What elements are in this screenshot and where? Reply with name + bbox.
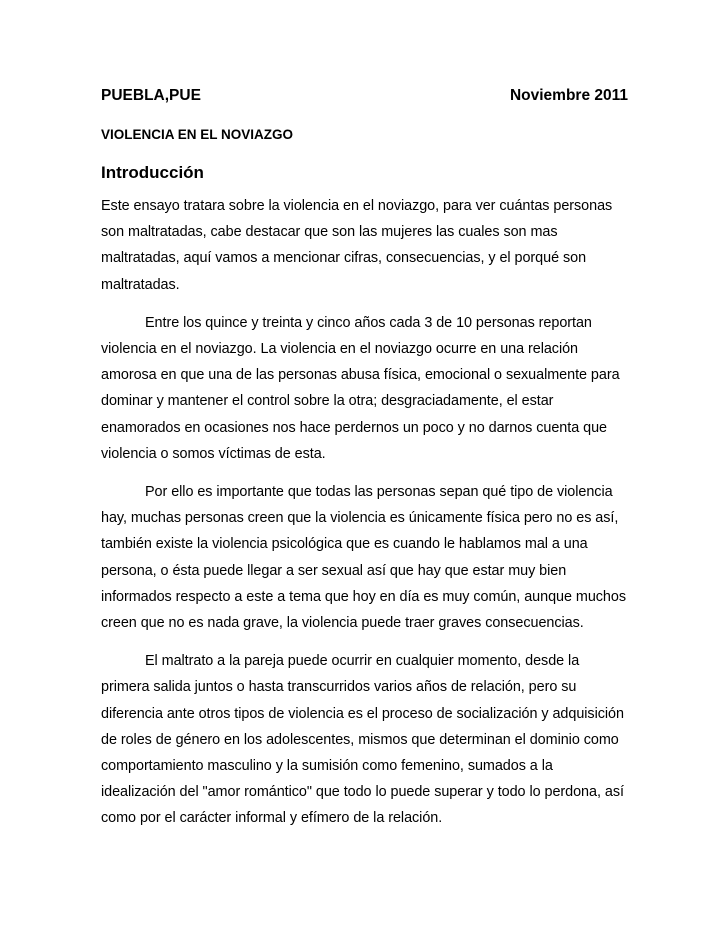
paragraph-line: amorosa en que una de las personas abusa física, emocional o sexualmente para (101, 367, 620, 384)
document-header (101, 86, 628, 106)
paragraph-line: enamorados en ocasiones nos hace perdernos un poco y no darnos cuenta que (101, 419, 607, 436)
header-date: Noviembre 2011 (509, 87, 628, 104)
paragraph-line: también existe la violencia psicológica que es cuando le hablamos mal a una (101, 536, 588, 553)
paragraph-line: primera salida juntos o hasta transcurridos varios años de relación, pero su (101, 679, 577, 696)
paragraph-line: diferencia ante otros tipos de violencia es el proceso de socialización y adquisición (101, 705, 624, 722)
paragraph-line: violencia en el noviazgo. La violencia en el noviazgo ocurre en una relación (101, 341, 579, 358)
paragraph-line: Por ello es importante que todas las personas sepan qué tipo de violencia (145, 484, 613, 501)
paragraph-line: dominar y mantener el control sobre la otra; desgraciadamente, el estar (101, 393, 554, 410)
paragraph-3 (101, 479, 628, 636)
paragraph-line: maltratadas, aquí vamos a mencionar cifras, consecuencias, y el porqué son (101, 250, 587, 267)
document-title: VIOLENCIA EN EL NOVIAZGO (101, 127, 294, 142)
paragraph-intro (101, 193, 628, 298)
paragraph-line: informados respecto a este a tema que hoy en día es muy común, aunque muchos (101, 588, 626, 605)
paragraph-line: El maltrato a la pareja puede ocurrir en cualquier momento, desde la (145, 653, 580, 670)
paragraph-line: idealización del "amor romántico" que todo lo puede superar y todo lo perdona, así (101, 784, 624, 801)
paragraph-2 (101, 310, 628, 467)
paragraph-line: maltratadas. (101, 276, 180, 293)
paragraph-line: persona, o ésta puede llegar a ser sexual así que hay que estar muy bien (101, 562, 567, 579)
document-page (101, 86, 628, 832)
paragraph-line: son maltratadas, cabe destacar que son las mujeres las cuales son mas (101, 224, 558, 241)
paragraph-line: Este ensayo tratara sobre la violencia en el noviazgo, para ver cuántas personas (101, 198, 613, 214)
header-location: PUEBLA,PUE (101, 87, 201, 104)
paragraph-line: de roles de género en los adolescentes, mismos que determinan el dominio como (101, 731, 619, 748)
paragraph-line: violencia o somos víctimas de esta. (101, 445, 326, 462)
paragraph-line: como por el carácter informal y efímero de la relación. (101, 810, 443, 827)
paragraph-line: hay, muchas personas creen que la violencia es únicamente física pero no es así, (101, 510, 619, 527)
paragraph-line: creen que no es nada grave, la violencia puede traer graves consecuencias. (101, 615, 584, 632)
paragraph-line: comportamiento masculino y la sumisión como femenino, sumados a la (101, 758, 553, 775)
section-heading: Introducción (101, 163, 204, 182)
paragraph-4 (101, 648, 628, 831)
paragraph-line: Entre los quince y treinta y cinco años cada 3 de 10 personas reportan (145, 314, 592, 331)
